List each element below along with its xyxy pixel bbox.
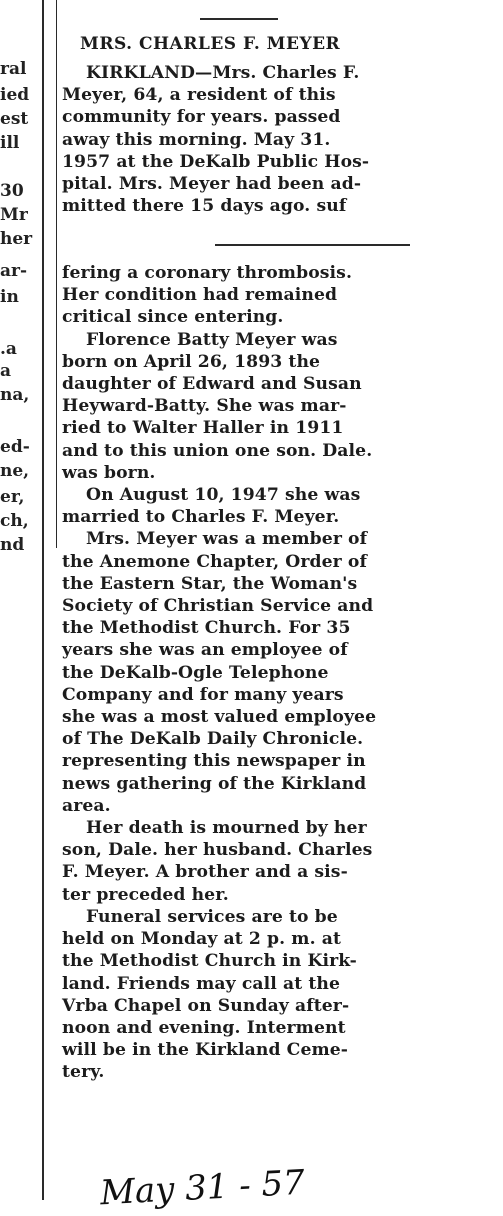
article-line: Florence Batty Meyer was bbox=[86, 329, 338, 350]
article-line: land. Friends may call at the bbox=[62, 973, 341, 994]
article-line: area. bbox=[62, 795, 111, 816]
article-line: noon and evening. Interment bbox=[62, 1017, 346, 1038]
left-fragment: est bbox=[0, 109, 29, 129]
article-line: pital. Mrs. Meyer had been ad- bbox=[62, 174, 362, 195]
rule-top bbox=[200, 18, 278, 20]
left-fragment: ch, bbox=[0, 511, 29, 531]
article-line: community for years. passed bbox=[62, 107, 341, 128]
article-top-block bbox=[62, 62, 412, 217]
article-line: On August 10, 1947 she was bbox=[86, 485, 361, 506]
left-fragment: ne, bbox=[0, 461, 30, 481]
article-line: held on Monday at 2 p. m. at bbox=[62, 929, 342, 950]
article-line: F. Meyer. A brother and a sis- bbox=[62, 862, 348, 883]
article-line: Her death is mourned by her bbox=[86, 818, 367, 839]
article-line: critical since entering. bbox=[62, 307, 284, 328]
article-line: the Eastern Star, the Woman's bbox=[62, 573, 358, 594]
left-fragment: ied bbox=[0, 85, 30, 105]
column-rule-left bbox=[42, 0, 44, 1200]
left-fragment: er, bbox=[0, 487, 25, 507]
article-line: news gathering of the Kirkland bbox=[62, 773, 367, 794]
article-line: Mrs. Meyer was a member of bbox=[86, 529, 368, 550]
article-line: Society of Christian Service and bbox=[62, 596, 374, 617]
article-line: Heyward-Batty. She was mar- bbox=[62, 396, 347, 417]
article-line: she was a most valued employee bbox=[62, 707, 377, 728]
article-line: ter preceded her. bbox=[62, 884, 229, 905]
left-fragment: ar- bbox=[0, 261, 28, 281]
article-line: Her condition had remained bbox=[62, 285, 338, 306]
article-line: daughter of Edward and Susan bbox=[62, 374, 362, 395]
article-line: mitted there 15 days ago. suf bbox=[62, 196, 347, 217]
article-line: son, Dale. her husband. Charles bbox=[62, 840, 373, 861]
left-fragment: nd bbox=[0, 535, 25, 555]
article-line: Company and for many years bbox=[62, 684, 344, 705]
left-fragment: na, bbox=[0, 385, 30, 405]
article-line: away this morning. May 31. bbox=[62, 129, 331, 150]
article-bottom-block bbox=[62, 262, 412, 1084]
article-line: born on April 26, 1893 the bbox=[62, 351, 321, 372]
article-headline: MRS. CHARLES F. MEYER bbox=[80, 34, 341, 54]
left-fragment: in bbox=[0, 287, 19, 307]
left-fragment: a bbox=[0, 361, 12, 381]
left-fragment: Mr bbox=[0, 205, 28, 225]
left-fragment: 30 bbox=[0, 181, 24, 201]
article-line: KIRKLAND—Mrs. Charles F. bbox=[86, 63, 360, 83]
article-line: of The DeKalb Daily Chronicle. bbox=[62, 729, 364, 750]
article-line: Funeral services are to be bbox=[86, 906, 338, 927]
article-line: the Anemone Chapter, Order of bbox=[62, 551, 367, 572]
left-fragment: ral bbox=[0, 59, 27, 79]
article-line: was born. bbox=[62, 462, 156, 483]
article-line: Vrba Chapel on Sunday after- bbox=[62, 995, 350, 1016]
column-rule-lower bbox=[56, 248, 57, 548]
article-line: representing this newspaper in bbox=[62, 751, 366, 772]
article-line: and to this union one son. Dale. bbox=[62, 440, 373, 461]
article-line: the Methodist Church in Kirk- bbox=[62, 951, 357, 972]
article-line: 1957 at the DeKalb Public Hos- bbox=[62, 151, 370, 172]
left-fragment: ill bbox=[0, 133, 20, 153]
handwritten-date: May 31 - 57 bbox=[99, 1162, 306, 1214]
article-line: tery. bbox=[62, 1062, 105, 1083]
article-line: ried to Walter Haller in 1911 bbox=[62, 418, 344, 439]
rule-mid bbox=[215, 244, 410, 246]
article-line: the DeKalb-Ogle Telephone bbox=[62, 662, 329, 683]
left-fragment: her bbox=[0, 229, 33, 249]
article-line: will be in the Kirkland Ceme- bbox=[62, 1040, 349, 1061]
article-line: years she was an employee of bbox=[62, 640, 348, 661]
article-line: the Methodist Church. For 35 bbox=[62, 618, 351, 639]
article-line: fering a coronary thrombosis. bbox=[62, 263, 353, 283]
column-rule-inner bbox=[56, 0, 57, 250]
article-line: married to Charles F. Meyer. bbox=[62, 507, 340, 528]
article-line: Meyer, 64, a resident of this bbox=[62, 85, 336, 106]
left-fragment: ed- bbox=[0, 437, 30, 457]
left-fragment: .a bbox=[0, 339, 17, 359]
